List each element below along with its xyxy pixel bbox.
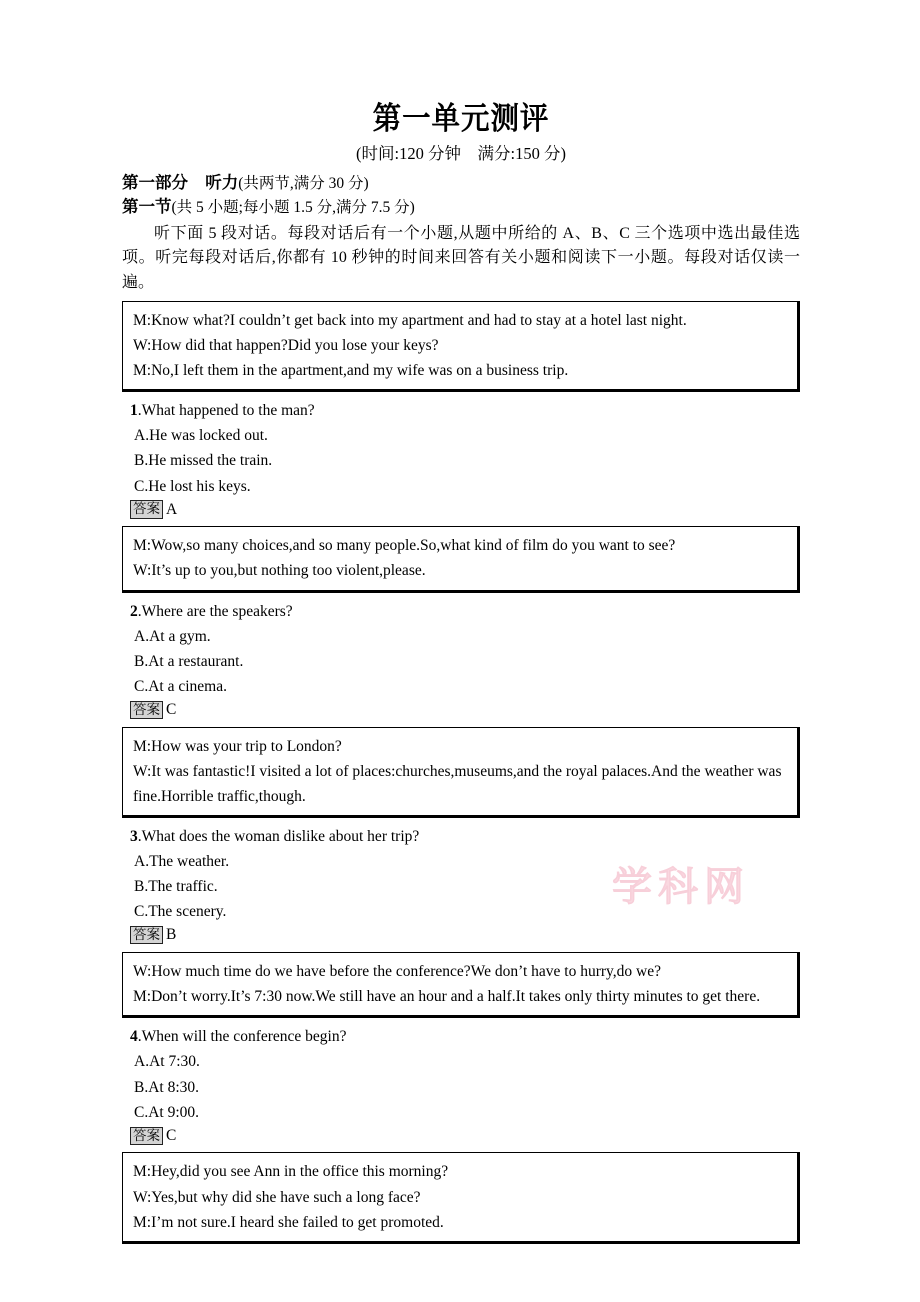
- option-b[interactable]: B.At 8:30.: [134, 1078, 200, 1096]
- answer-label: 答案: [130, 926, 163, 944]
- answer-value: A: [166, 500, 178, 518]
- question-number: 3: [130, 828, 138, 846]
- dialogue-line: M:I’m not sure.I heard she failed to get promoted.: [133, 1213, 444, 1231]
- dialogue-box: [122, 1152, 800, 1243]
- dialogue-line: M:Know what?I couldn’t get back into my apartment and had to stay at a hotel last night.: [133, 311, 687, 329]
- answer-label: 答案: [130, 1127, 163, 1145]
- answer-row: [122, 1125, 800, 1147]
- dialogue-line: M:How was your trip to London?: [133, 737, 342, 755]
- dialogue-line: M:No,I left them in the apartment,and my wife was on a business trip.: [133, 362, 569, 380]
- question-text: .When will the conference begin?: [137, 1028, 347, 1046]
- dialogue-line: M:Hey,did you see Ann in the office this morning?: [133, 1163, 449, 1181]
- page-content: [122, 100, 800, 1250]
- part-heading-label: 第一部分 听力: [122, 173, 239, 193]
- answer-label: 答案: [130, 500, 163, 518]
- answer-row: [122, 699, 800, 721]
- dialogue-line: W:How much time do we have before the conference?We don’t have to hurry,do we?: [133, 963, 661, 981]
- question-block: [122, 824, 800, 946]
- option-b[interactable]: B.At a restaurant.: [134, 652, 244, 670]
- question-stem: [122, 599, 800, 624]
- option-a[interactable]: A.He was locked out.: [134, 427, 268, 445]
- option-b[interactable]: B.The traffic.: [134, 878, 218, 896]
- question-stem: [122, 1024, 800, 1049]
- question-text: .Where are the speakers?: [137, 602, 293, 620]
- dialogue-box: [122, 526, 800, 592]
- page-title: 第一单元测评: [372, 101, 550, 137]
- page-watermark: 学科网: [612, 864, 750, 910]
- dialogue-box: [122, 727, 800, 818]
- option-a[interactable]: A.At 7:30.: [134, 1053, 200, 1071]
- question-number: 1: [130, 402, 138, 420]
- option-c[interactable]: C.At a cinema.: [134, 677, 227, 695]
- dialogue-box: [122, 952, 800, 1018]
- option-c[interactable]: C.At 9:00.: [134, 1103, 200, 1121]
- question-block: [122, 1024, 800, 1146]
- option-a[interactable]: A.The weather.: [134, 853, 230, 871]
- question-block: [122, 599, 800, 721]
- dialogue-line: W:How did that happen?Did you lose your keys?: [133, 337, 439, 354]
- answer-label: 答案: [130, 701, 163, 719]
- part-heading: [122, 171, 800, 195]
- exam-meta-line: (时间:120 分钟 满分:150 分): [356, 143, 566, 163]
- answer-value: C: [166, 1126, 177, 1144]
- dialogue-box: [122, 301, 800, 392]
- option-c[interactable]: C.He lost his keys.: [134, 477, 251, 495]
- question-number: 2: [130, 602, 138, 620]
- dialogue-line: M:Don’t worry.It’s 7:30 now.We still have an hour and a half.It takes only thirty minutes to get there.: [133, 988, 761, 1006]
- question-text: .What happened to the man?: [137, 402, 315, 420]
- question-stem: [122, 824, 800, 849]
- option-a[interactable]: A.At a gym.: [134, 627, 211, 645]
- section-heading-detail: (共 5 小题;每小题 1.5 分,满分 7.5 分): [171, 199, 415, 217]
- dialogue-line: W:Yes,but why did she have such a long face?: [133, 1188, 421, 1206]
- answer-row: [122, 499, 800, 521]
- question-number: 4: [130, 1028, 138, 1046]
- section-heading-label: 第一节: [122, 197, 172, 217]
- answer-value: C: [166, 701, 177, 718]
- option-b[interactable]: B.He missed the train.: [134, 452, 273, 470]
- answer-value: B: [166, 926, 177, 944]
- section-heading: [122, 195, 800, 219]
- option-c[interactable]: C.The scenery.: [134, 903, 227, 921]
- answer-row: [122, 924, 800, 946]
- question-text: .What does the woman dislike about her trip?: [137, 828, 420, 846]
- dialogue-line: W:It’s up to you,but nothing too violent,please.: [133, 562, 426, 580]
- dialogue-line: M:Wow,so many choices,and so many people.So,what kind of film do you want to see?: [133, 537, 676, 555]
- question-block: [122, 398, 800, 520]
- dialogue-line: W:It was fantastic!I visited a lot of places:churches,museums,and the royal palaces.And the weather was fine.Horrible traffic,though.: [133, 762, 782, 805]
- section-instructions: 听下面 5 段对话。每段对话后有一个小题,从题中所给的 A、B、C 三个选项中选出最佳选项。听完每段对话后,你都有 10 秒钟的时间来回答有关小题和阅读下一小题。每段对话仅读一遍。: [122, 224, 800, 291]
- question-stem: [122, 398, 800, 423]
- part-heading-detail: (共两节,满分 30 分): [238, 175, 369, 193]
